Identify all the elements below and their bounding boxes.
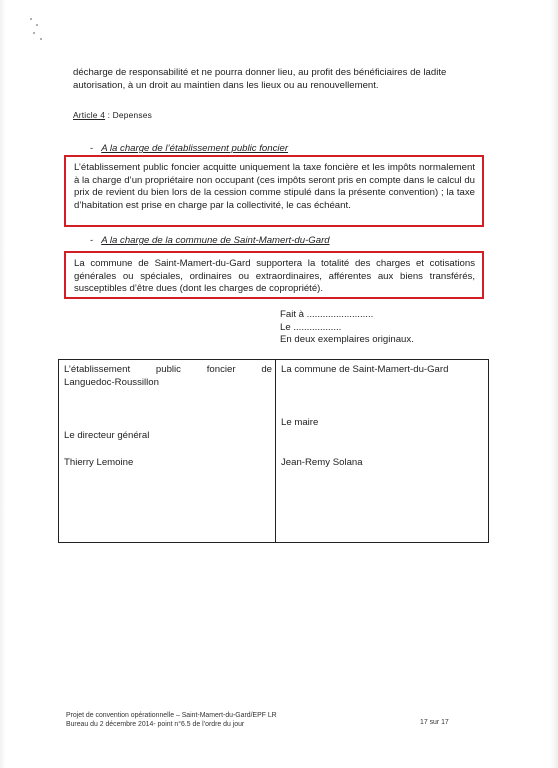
org-word: de (261, 364, 272, 375)
epf-org-line-2: Languedoc-Roussillon (64, 376, 159, 388)
date-line: Le .................. (280, 321, 342, 333)
page-number: 17 sur 17 (420, 719, 449, 726)
org-word: foncier (206, 364, 236, 375)
intro-line-2: autorisation, à un droit au maintien dans les lieux ou au renouvellement. (73, 80, 379, 91)
fait-a-line: Fait à ......................... (280, 309, 374, 320)
commune-signatory-name: Jean-Remy Solana (281, 457, 363, 468)
section2-highlight-box (64, 251, 484, 299)
article-title: : Depenses (105, 110, 152, 120)
org-word: public (155, 364, 181, 375)
epf-signatory-name: Thierry Lemoine (64, 457, 134, 468)
section2-heading-text: A la charge de la commune de Saint-Mamert-du-Gard (101, 235, 330, 246)
section2-heading (90, 235, 330, 246)
signature-table (58, 359, 489, 543)
scan-specks (30, 18, 50, 48)
article-heading (73, 110, 152, 120)
section1-heading-text: A la charge de l’établissement public foncier (101, 143, 289, 154)
signature-place-date (280, 309, 414, 347)
section1-heading (90, 143, 288, 154)
intro-paragraph (73, 66, 493, 92)
bullet-dash: - (90, 143, 94, 154)
page-footer (66, 711, 277, 729)
signature-cell-epf (64, 364, 272, 468)
epf-signatory-role: Le directeur général (64, 430, 150, 441)
section1-paragraph: L’établissement public foncier acquitte uniquement la taxe foncière et les impôts normalement à la charge d’un propriétaire non occupant (ces impôts seront pris en compte dans le calcul du prix de revient du bien lors de la cession comme stipulé dans la présente convention) ; la taxe d’habitation est prise en charge par la collectivité, le cas échéant. (74, 162, 475, 211)
commune-org: La commune de Saint-Mamert-du-Gard (281, 364, 449, 375)
bullet-dash: - (90, 235, 94, 246)
signature-cell-commune (281, 364, 481, 468)
org-word: L’établissement (64, 364, 131, 375)
copies-line: En deux exemplaires originaux. (280, 334, 414, 346)
section1-highlight-box (64, 155, 484, 227)
article-number: Article 4 (73, 110, 106, 120)
footer-line-1: Projet de convention opérationnelle – Saint-Mamert-du-Gard/EPF LR (66, 712, 277, 719)
table-divider (275, 360, 276, 542)
epf-org-line-1 (64, 364, 272, 377)
footer-line-2: Bureau du 2 décembre 2014- point n°6.5 de l’ordre du jour (66, 721, 245, 728)
commune-signatory-role: Le maire (281, 417, 319, 428)
intro-line-1: décharge de responsabilité et ne pourra donner lieu, au profit des bénéficiaires de ladite (73, 67, 447, 78)
section2-paragraph: La commune de Saint-Mamert-du-Gard supportera la totalité des charges et cotisations générales ou spéciales, ordinaires ou extraordinaires, afférentes aux biens transférés, susceptibles d’être dues (dont les charges de copropriété). (74, 258, 475, 295)
